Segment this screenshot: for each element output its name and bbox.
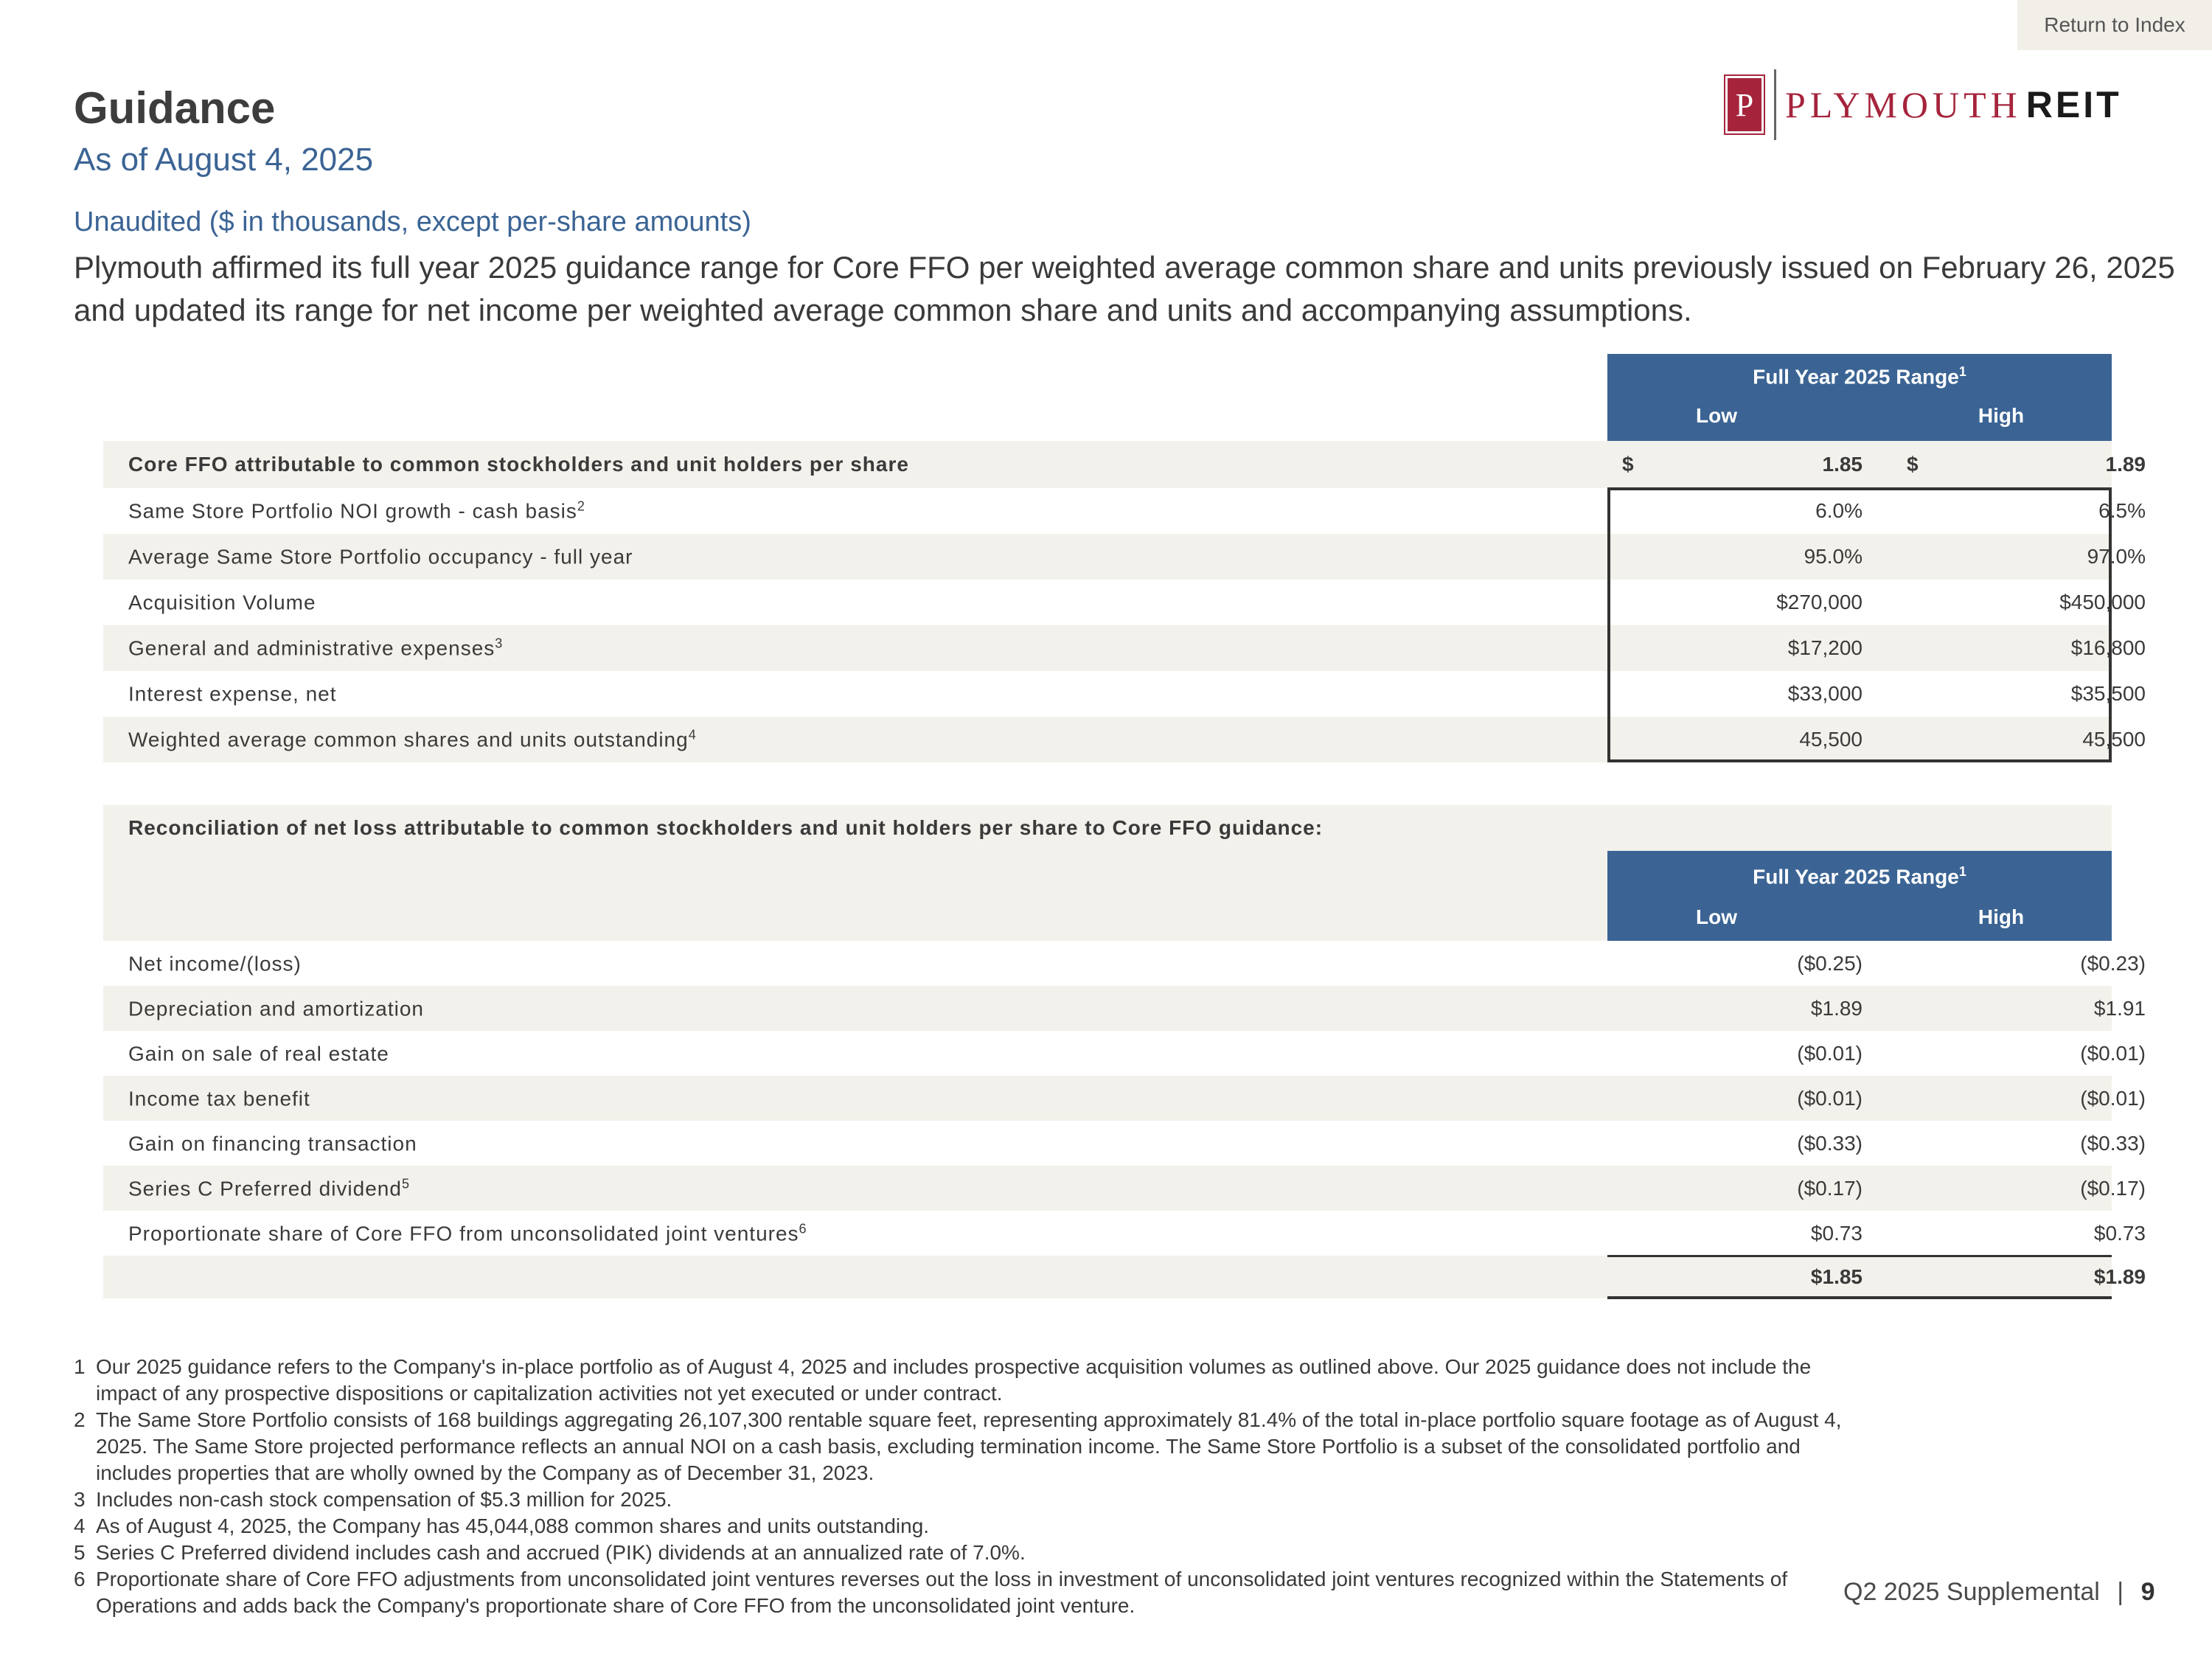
intro-paragraph: Plymouth affirmed its full year 2025 guidance range for Core FFO per weighted average common share and units previously issued on February 26, 2025 and updated its range for net income per weighted average common share and units and accompanying assumptions. bbox=[74, 250, 2175, 327]
row-label: Interest expense, net bbox=[128, 682, 337, 706]
page-number: 9 bbox=[2140, 1578, 2155, 1606]
footnote: 2 The Same Store Portfolio consists of 168 buildings aggregating 26,107,300 rentable square feet, representing approximately 81.4% of the total in-place portfolio square footage as of August 4, 2025. The Same Store projected performance reflects an annual NOI on a cash basis, excluding termination income. The Same Store Portfolio is a subset of the consolidated portfolio and includes properties that are wholly owned by the Company as of December 31, 2023. bbox=[74, 1408, 1842, 1484]
row-high: $35,500 bbox=[2070, 682, 2146, 705]
footnote: 6 Proportionate share of Core FFO adjustments from unconsolidated joint ventures reverses out the loss in investment of unconsolidated joint ventures recognized within the Statements of Operations and adds back the Company's proportionate share of Core FFO from the unconsolidated joint venture. bbox=[74, 1568, 1788, 1617]
core-ffo-dollar-high: $ bbox=[1907, 453, 1919, 476]
row-label: Gain on financing transaction bbox=[128, 1132, 417, 1155]
table-row bbox=[103, 1211, 2146, 1256]
row-label: Depreciation and amortization bbox=[128, 997, 424, 1020]
row-label: Net income/(loss) bbox=[128, 952, 302, 975]
table-row bbox=[103, 941, 2146, 986]
total-top-rule bbox=[1607, 1255, 2112, 1257]
row-high: $16,800 bbox=[2070, 636, 2146, 659]
row-low: $270,000 bbox=[1776, 591, 1863, 613]
reconciliation-title: Reconciliation of net loss attributable to common stockholders and unit holders per share to Core FFO guidance: bbox=[128, 816, 1324, 839]
total-bottom-rule bbox=[1607, 1296, 2112, 1299]
low-column-header: Low bbox=[1696, 404, 1737, 427]
row-label: Income tax benefit bbox=[128, 1087, 310, 1110]
range-title: Full Year 2025 Range$^1$ bbox=[1753, 364, 1966, 389]
reconciliation-title-row bbox=[103, 805, 2112, 851]
total-high: $1.89 bbox=[2093, 1265, 2146, 1288]
table-row bbox=[103, 1031, 2146, 1076]
footnote: 5 Series C Preferred dividend includes cash and accrued (PIK) dividends at an annualized rate of 7.0%. bbox=[74, 1541, 1026, 1564]
return-to-index-link[interactable]: Return to Index bbox=[2017, 0, 2212, 50]
row-label: Same Store Portfolio NOI growth - cash basis$^2$ bbox=[128, 498, 585, 523]
row-label: Proportionate share of Core FFO from unconsolidated joint ventures$^6$ bbox=[128, 1220, 807, 1245]
row-high: $1.91 bbox=[2093, 996, 2146, 1020]
footnote: 4 As of August 4, 2025, the Company has 45,044,088 common shares and units outstanding. bbox=[74, 1514, 930, 1537]
row-high: ($0.17) bbox=[2080, 1176, 2146, 1200]
assumptions-box-border bbox=[1607, 487, 2112, 762]
row-low: ($0.25) bbox=[1797, 951, 1863, 975]
row-high: 97.0% bbox=[2087, 545, 2146, 568]
row-label: Weighted average common shares and units outstanding$^4$ bbox=[128, 727, 697, 751]
high-column-header: High bbox=[1978, 404, 2025, 427]
row-high: $450,000 bbox=[2059, 591, 2146, 613]
row-low: ($0.01) bbox=[1797, 1041, 1863, 1065]
row-label: Gain on sale of real estate bbox=[128, 1042, 389, 1065]
row-high: 6.5% bbox=[2098, 499, 2146, 522]
core-ffo-low: 1.85 bbox=[1822, 453, 1863, 476]
table-row bbox=[103, 1076, 2146, 1121]
plymouth-reit-logo bbox=[1725, 68, 2122, 142]
core-ffo-high: 1.89 bbox=[2105, 453, 2146, 476]
table-row bbox=[103, 986, 2146, 1031]
total-low: $1.85 bbox=[1810, 1265, 1863, 1288]
reconciliation-total-row bbox=[103, 1256, 2146, 1298]
page-title: Guidance bbox=[74, 83, 276, 133]
row-low: $0.73 bbox=[1810, 1221, 1863, 1245]
row-high: $0.73 bbox=[2093, 1221, 2146, 1245]
row-label: Average Same Store Portfolio occupancy - full year bbox=[128, 545, 633, 568]
row-label: General and administrative expenses$^3$ bbox=[128, 636, 504, 660]
row-high: ($0.23) bbox=[2080, 951, 2146, 975]
page-date: As of August 4, 2025 bbox=[74, 142, 374, 178]
core-ffo-label: Core FFO attributable to common stockholders and unit holders per share bbox=[128, 453, 909, 476]
row-high: ($0.33) bbox=[2080, 1131, 2146, 1155]
table-row bbox=[103, 1121, 2146, 1166]
core-ffo-row bbox=[103, 441, 2146, 488]
logo-mark: P bbox=[1725, 76, 1764, 133]
footnote: 1 Our 2025 guidance refers to the Company's in-place portfolio as of August 4, 2025 and includes prospective acquisition volumes as outlined above. Our 2025 guidance does not include the impact of any prospective dispositions or capitalization activities not yet executed or under contract. bbox=[74, 1355, 1812, 1405]
row-low: 95.0% bbox=[1804, 545, 1863, 568]
core-ffo-dollar-low: $ bbox=[1622, 453, 1634, 476]
row-low: ($0.33) bbox=[1797, 1131, 1863, 1155]
row-low: 45,500 bbox=[1799, 728, 1863, 751]
row-label: Acquisition Volume bbox=[128, 591, 316, 614]
guidance-range-header bbox=[1607, 354, 2112, 441]
table-row bbox=[103, 1166, 2146, 1211]
row-low: $33,000 bbox=[1787, 682, 1863, 705]
row-high: ($0.01) bbox=[2080, 1041, 2146, 1065]
logo-wordmark: PLYMOUTH bbox=[1785, 84, 2022, 125]
row-low: ($0.01) bbox=[1797, 1086, 1863, 1110]
row-high: 45,500 bbox=[2082, 728, 2146, 751]
row-low: ($0.17) bbox=[1797, 1176, 1863, 1200]
logo-separator bbox=[1774, 69, 1776, 140]
row-high: ($0.01) bbox=[2080, 1086, 2146, 1110]
logo-reit: REIT bbox=[2025, 84, 2122, 125]
unit-note: Unaudited ($ in thousands, except per-share amounts) bbox=[74, 206, 751, 237]
row-label: Series C Preferred dividend$^5$ bbox=[128, 1175, 410, 1200]
row-low: $17,200 bbox=[1787, 636, 1863, 659]
high-column-header: High bbox=[1978, 905, 2025, 928]
row-low: 6.0% bbox=[1815, 499, 1863, 522]
low-column-header: Low bbox=[1696, 905, 1737, 928]
footnote: 3 Includes non-cash stock compensation of $5.3 million for 2025. bbox=[74, 1488, 672, 1511]
page-footer bbox=[1843, 1578, 2154, 1607]
footer-label: Q2 2025 Supplemental bbox=[1843, 1578, 2100, 1606]
footer-separator: | bbox=[2117, 1578, 2124, 1606]
reconciliation-range-header bbox=[1607, 851, 2112, 941]
row-low: $1.89 bbox=[1810, 996, 1863, 1020]
range-title: Full Year 2025 Range$^1$ bbox=[1753, 864, 1966, 888]
